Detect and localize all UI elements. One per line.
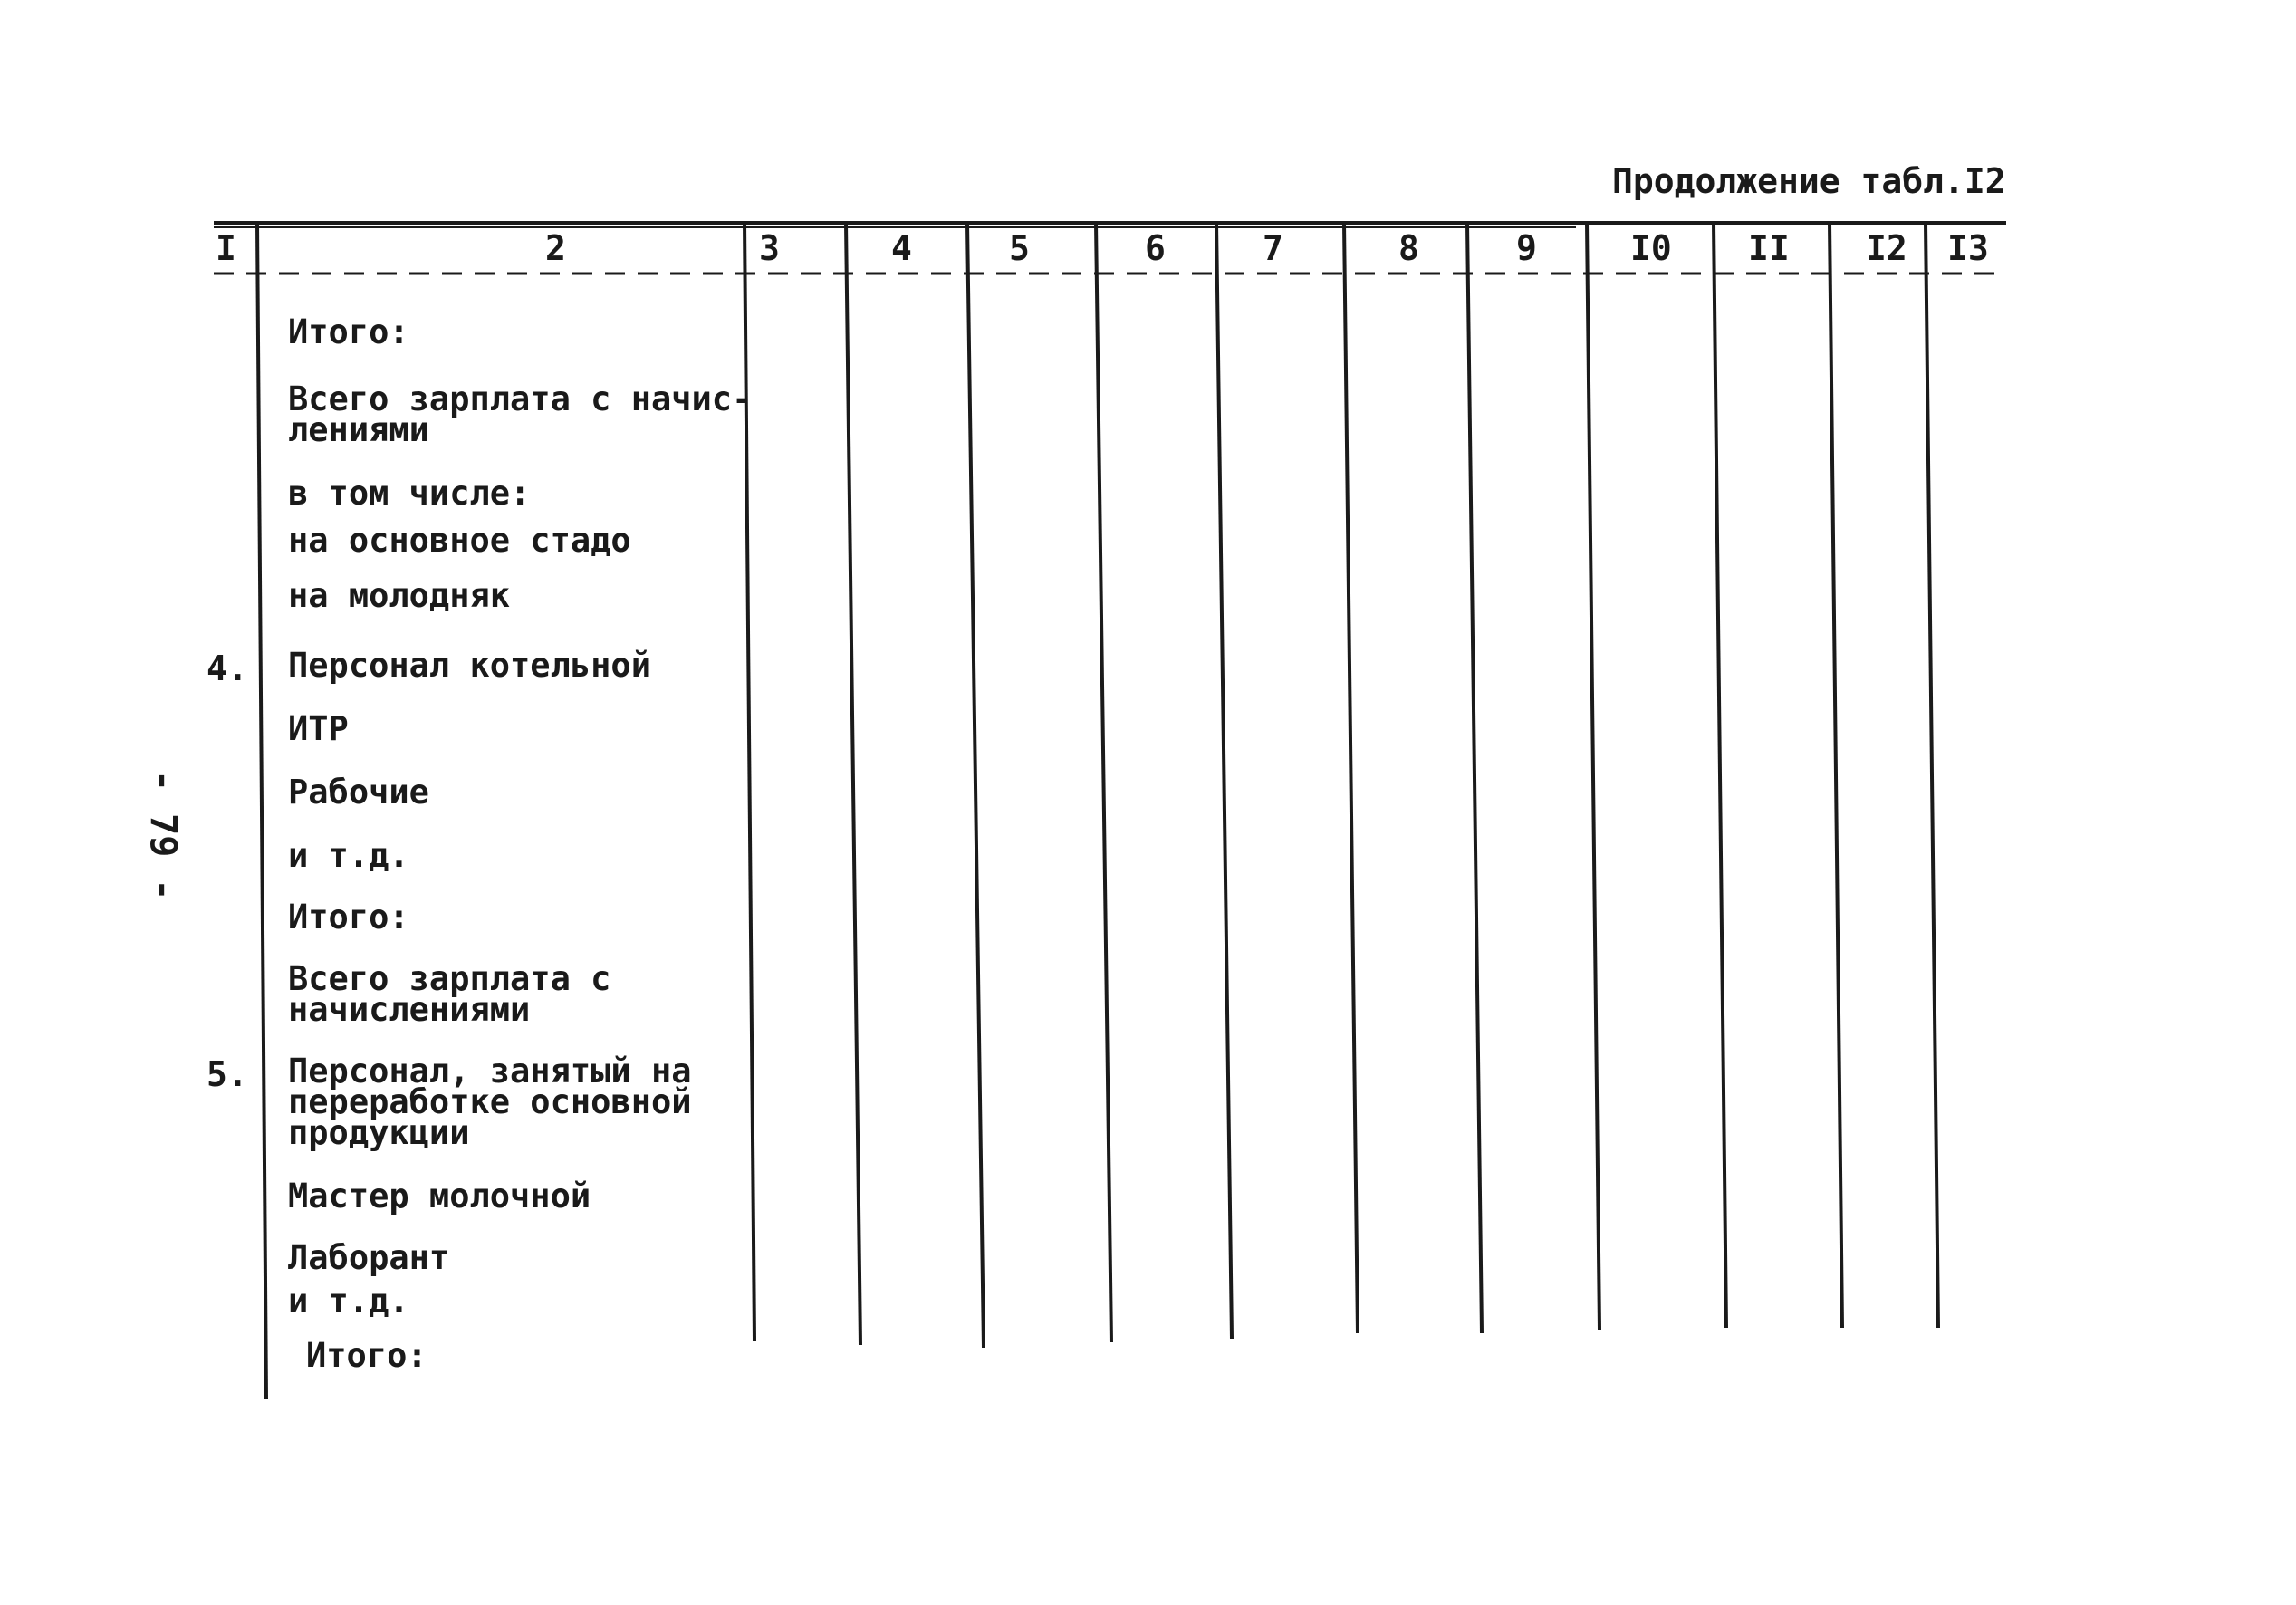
row-label: и т.д. [288,836,409,875]
column-number-8: 8 [1398,228,1419,268]
row-label: Лаборант [288,1238,450,1277]
column-number-1: I [216,228,236,268]
column-number-3: 3 [759,228,780,268]
row-label: ИТР [288,709,349,748]
column-divider [846,223,860,1345]
row-number: 5. [207,1054,248,1094]
column-divider [967,223,984,1348]
row-label: и т.д. [288,1282,409,1321]
row-label: в том числе: [288,474,531,513]
table-caption: Продолжение табл.I2 [1612,161,2006,201]
column-number-6: 6 [1145,228,1166,268]
column-number-12: I2 [1866,228,1907,268]
column-divider [1344,223,1358,1333]
column-number-5: 5 [1009,228,1030,268]
column-divider [1587,223,1600,1330]
row-label: Итого: [288,312,409,351]
row-label: Персонал, занятый на переработке основной продукции [288,1052,692,1152]
column-number-13: I3 [1947,228,1989,268]
row-label: Итого: [288,898,409,937]
row-label: Персонал котельной [288,646,651,685]
column-divider [1467,223,1482,1333]
row-label: на основное стадо [288,521,631,560]
column-number-9: 9 [1516,228,1537,268]
column-divider [1216,223,1232,1339]
row-number: 4. [207,649,248,688]
row-label: Всего зарплата с начис- лениями [288,380,753,449]
column-number-11: II [1748,228,1790,268]
column-number-2: 2 [545,228,566,268]
column-number-4: 4 [891,228,912,268]
row-label: Итого: [306,1336,427,1375]
column-divider [1096,223,1111,1342]
column-divider [1714,223,1726,1328]
page-number: - 79 - [142,770,184,901]
row-label: Всего зарплата с начислениями [288,959,611,1029]
row-label: Рабочие [288,773,429,812]
column-divider [1926,223,1938,1328]
column-divider [1830,223,1842,1328]
column-number-10: I0 [1630,228,1672,268]
row-label: на молодняк [288,576,511,615]
row-label: Мастер молочной [288,1177,591,1216]
column-number-7: 7 [1263,228,1283,268]
column-divider [257,223,266,1399]
